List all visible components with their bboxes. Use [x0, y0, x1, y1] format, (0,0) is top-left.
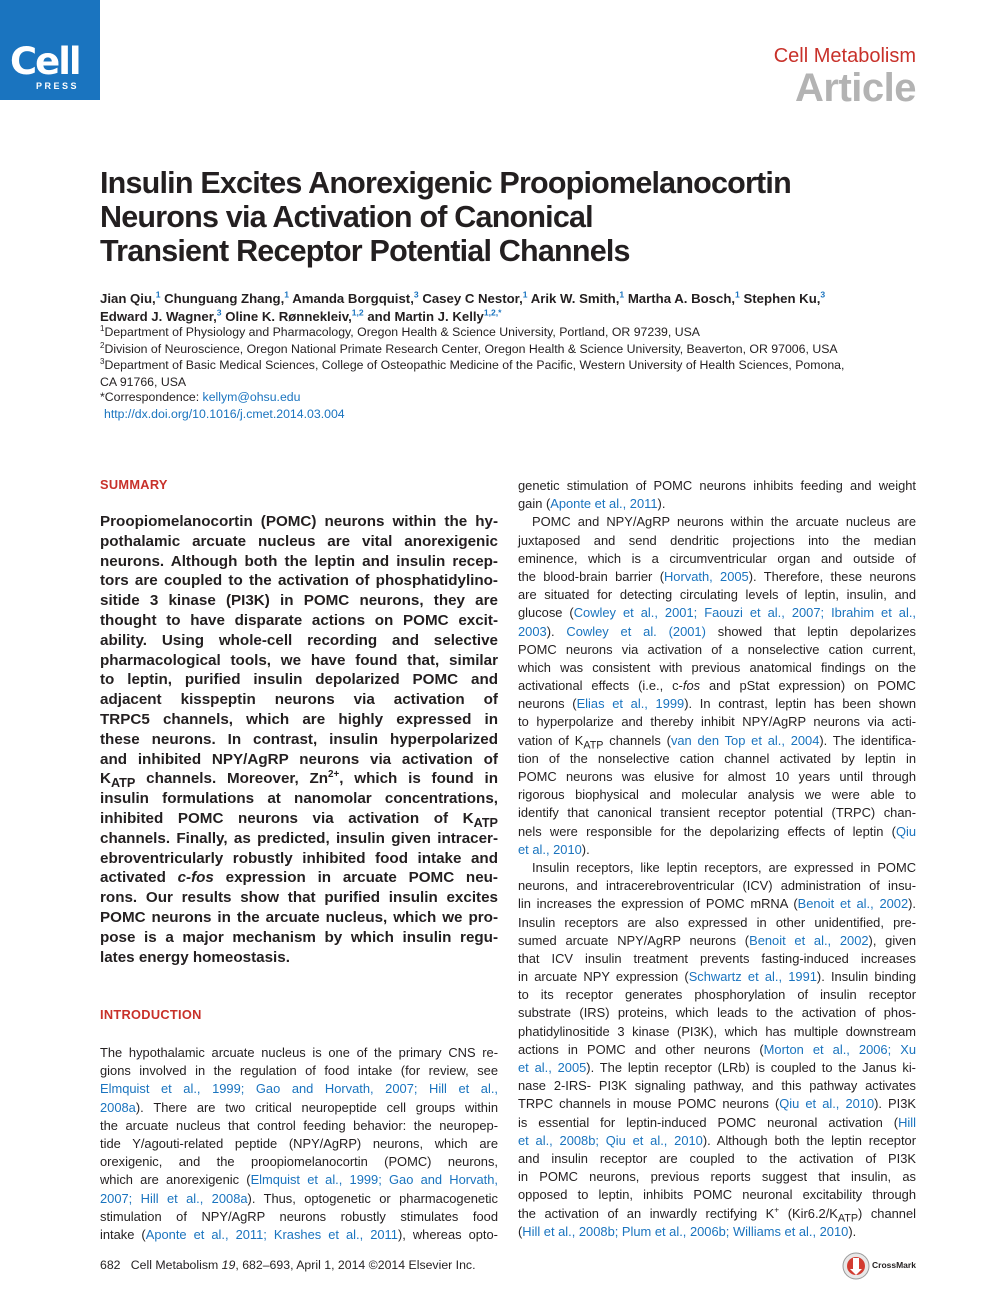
text-line: to leptin, purified insulin depolarized POMC and — [100, 671, 498, 689]
reference-link[interactable]: Morton et al., 2006; Xu — [763, 1041, 916, 1057]
text-line: POMC neurons via activation of a nonselective cation current, — [518, 641, 916, 657]
text-line: rigorous biophysical and molecular analysis we were able to — [518, 787, 916, 803]
article-type: Article — [795, 66, 916, 110]
text-line: Proopiomelanocortin (POMC) neurons within the hy- — [100, 513, 498, 530]
author-affiliation-marker[interactable]: 1,2,* — [483, 307, 502, 318]
reference-link[interactable]: Hill — [898, 1114, 916, 1130]
text-line: the arcuate nucleus that control feeding behavior: the neuropep- — [100, 1117, 498, 1133]
text-line: the blood-brain barrier (Horvath, 2005). Therefore, these neurons — [518, 568, 916, 584]
reference-link[interactable]: Elmquist et al., 1999; Gao and Horvath, 2007; Hill et al., — [100, 1081, 498, 1097]
reference-link[interactable]: Horvath, 2005 — [663, 568, 749, 584]
text-line: ability. Using whole-cell recording and selective — [100, 631, 498, 649]
affiliation-number: 2 — [100, 340, 105, 350]
text-line: stimulation of NPY/AgRP neurons robustly stimulates food — [100, 1208, 498, 1224]
text-line: 2003). Cowley et al. (2001) showed that leptin depolarizes — [518, 623, 916, 639]
reference-link[interactable]: Hill et al., 2008b; Plum et al., 2006b; Williams et al., 2010 — [522, 1223, 849, 1239]
text-line: pose is a major mechanism by which insulin regu- — [100, 928, 498, 946]
logo-cell-text: Cell — [10, 40, 80, 83]
text-line: orexigenic, and the proopiomelanocortin (POMC) neurons, — [100, 1154, 498, 1170]
text-line: in POMC neurons, previous reports suggest that insulin, as — [518, 1169, 916, 1185]
text-line: substrate (IRS) proteins, which leads to the activation of phos- — [518, 1005, 916, 1021]
author-name: and Martin J. Kelly — [363, 309, 484, 324]
affiliation-line — [100, 341, 915, 358]
cell-press-logo — [0, 0, 100, 100]
author-affiliation-marker[interactable]: 3 — [413, 289, 419, 300]
text-line: POMC and NPY/AgRP neurons within the arcuate nucleus are — [532, 514, 916, 530]
author-line — [100, 290, 920, 308]
text-line: to its receptor generates phosphorylation of insulin receptor — [518, 987, 916, 1003]
introduction-text — [100, 1044, 498, 1244]
footer-journal: Cell Metabolism — [130, 1258, 222, 1272]
reference-link[interactable]: Cowley et al., 2001; Faouzi et al., 2007; Ibrahim et al., — [573, 605, 916, 621]
reference-link[interactable]: Aponte et al., 2011; Krashes et al., 2011 — [145, 1226, 398, 1242]
text-line: opposed to leptin, inhibits POMC neuronal excitability through — [518, 1187, 916, 1203]
text-line: lates energy homeostasis. — [100, 948, 290, 966]
correspondence-email-link[interactable]: kellym@ohsu.edu — [202, 390, 301, 404]
reference-link[interactable]: et al., 2010 — [518, 841, 582, 857]
reference-link[interactable]: Schwartz et al., 1991 — [688, 969, 817, 985]
title-line: Insulin Excites Anorexigenic Proopiomelanocortin — [100, 166, 791, 200]
reference-link[interactable]: 2008a — [100, 1099, 136, 1115]
text-line: adjacent kisspeptin neurons via activation of — [100, 691, 498, 709]
author-affiliation-marker[interactable]: 1 — [522, 289, 528, 300]
reference-link[interactable]: 2007; Hill et al., 2008a — [100, 1190, 248, 1206]
text-line: juxtaposed and send dendritic projections into the median — [518, 532, 916, 548]
text-line: Insulin receptors are also expressed in other unidentified, pre- — [518, 914, 916, 930]
author-name: Oline K. Rønnekleiv, — [221, 309, 352, 324]
author-name: Casey C Nestor, — [418, 291, 523, 306]
text-line: inhibited POMC neurons via activation of $K_{ATP}$ — [100, 809, 498, 830]
article-title — [100, 166, 900, 268]
reference-link[interactable]: Benoit et al., 2002 — [749, 932, 869, 948]
doi-link[interactable]: http://dx.doi.org/10.1016/j.cmet.2014.03.004 — [104, 407, 345, 421]
text-line: eminence, which is a circumventricular organ and outside of — [518, 550, 916, 566]
text-line: that ICV insulin treatment prevents fasting-induced increases — [518, 950, 916, 966]
text-line: are situated for detecting circulating levels of leptin, insulin, and — [518, 587, 916, 603]
text-line: pothalamic arcuate nucleus are vital anorexigenic — [100, 532, 498, 550]
text-line: actions in POMC and other neurons (Morton et al., 2006; Xu — [518, 1041, 916, 1057]
text-line: vation of $K_{ATP}$ channels (van den Top et al., 2004). The identifica- — [518, 732, 916, 752]
text-line: activational effects (i.e., c-fos and pStat expression) on POMC — [518, 678, 916, 694]
reference-link[interactable]: et al., 2005 — [518, 1060, 587, 1075]
journal-name: Cell Metabolism — [773, 45, 916, 67]
reference-link[interactable]: Cowley et al. (2001) — [566, 623, 706, 639]
affiliation-text: Department of Physiology and Pharmacology, Oregon Health & Science University, Portland, OR 97239, USA — [104, 325, 701, 339]
text-line: thought to have disparate actions on POMC excit- — [100, 611, 498, 629]
introduction-heading: INTRODUCTION — [100, 1007, 202, 1022]
affiliations — [100, 324, 915, 391]
text-line: 2007; Hill et al., 2008a). Thus, optogenetic or pharmacogenetic — [100, 1190, 498, 1206]
footer-citation: , 682–693, April 1, 2014 ©2014 Elsevier Inc. — [235, 1258, 476, 1272]
text-line: insulin formulations at nanomolar concentrations, — [100, 790, 498, 808]
right-column-text — [518, 477, 916, 1241]
text-line — [100, 1080, 498, 1098]
author-affiliation-marker[interactable]: 1 — [155, 289, 161, 300]
logo-press-text: PRESS — [36, 81, 80, 91]
text-line: identify that canonical transient receptor potential (TRPC) chan- — [518, 805, 916, 821]
title-line: Transient Receptor Potential Channels — [100, 234, 630, 268]
reference-link[interactable]: Qiu et al., 2010 — [779, 1096, 875, 1112]
text-line: these neurons. In contrast, insulin hyperpolarized — [100, 730, 498, 748]
title-line: Neurons via Activation of Canonical — [100, 200, 593, 234]
crossmark-label: CrossMark — [872, 1260, 916, 1270]
text-line: phatidylinositide 3 kinase (PI3K), which has multiple downstream — [518, 1023, 916, 1039]
author-name: Stephen Ku, — [739, 291, 821, 306]
affiliation-line — [100, 324, 915, 341]
author-affiliation-marker[interactable]: 3 — [216, 307, 222, 318]
correspondence — [100, 389, 300, 406]
reference-link[interactable]: Benoit et al., 2002 — [797, 896, 909, 912]
author-name: Amanda Borgquist, — [289, 291, 414, 306]
text-line: et al., 2010). — [518, 841, 590, 857]
text-line: TRPC channels in mouse POMC neurons (Qiu et al., 2010). PI3K — [518, 1096, 916, 1112]
text-line: POMC neurons was elusive for almost 10 years until through — [518, 769, 916, 784]
affiliation-text: Division of Neuroscience, Oregon National Primate Research Center, Oregon Health & Science University, Beaverton, OR 97006, USA — [104, 341, 838, 356]
reference-link[interactable]: Elmquist et al., 1999; Gao and Horvath, — [250, 1172, 498, 1188]
author-name: Martha A. Bosch, — [624, 291, 736, 306]
text-line: et al., 2005). The leptin receptor (LRb) is coupled to the Janus ki- — [518, 1060, 916, 1075]
crossmark-icon[interactable] — [842, 1252, 870, 1280]
affiliation-number: 1 — [100, 323, 105, 333]
affiliation-text: Department of Basic Medical Sciences, College of Osteopathic Medicine of the Pacific, Western University of Health Sciences, Pomona, — [104, 358, 845, 373]
text-line: rons. Our results show that purified insulin excites — [100, 889, 498, 907]
text-line: ebroventricularly robustly inhibited food intake and — [100, 849, 498, 867]
author-name: Edward J. Wagner, — [100, 309, 217, 324]
reference-link[interactable]: van den Top et al., 2004 — [670, 732, 820, 748]
reference-link[interactable]: Elias et al., 1999 — [576, 696, 685, 712]
affiliation-line — [100, 357, 915, 374]
text-line: 2008a). There are two critical neuropeptide cell groups within — [100, 1099, 498, 1115]
text-line: lin increases the expression of POMC mRNA (Benoit et al., 2002). — [518, 896, 917, 912]
text-line: nels were responsible for the depolarizing effects of leptin (Qiu — [518, 823, 916, 839]
text-line: intake (Aponte et al., 2011; Krashes et al., 2011), whereas opto- — [100, 1226, 498, 1242]
text-line: in arcuate NPY expression (Schwartz et al., 1991). Insulin binding — [518, 969, 916, 985]
text-line: tide Y/agouti-related peptide (NPY/AgRP) neurons, which are — [100, 1135, 498, 1151]
text-line: $K_{ATP}$ channels. Moreover, $Zn^{2+}$, which is found in — [100, 769, 498, 791]
text-line: tors are coupled to the activation of phosphatidylino- — [100, 572, 498, 590]
reference-link[interactable]: Qiu — [895, 823, 916, 839]
text-line: neurons (Elias et al., 1999). In contrast, leptin has been shown — [518, 696, 916, 712]
text-line: the activation of an inwardly rectifying K+ $(Kir6.2/K_{ATP})$ channel — [518, 1204, 916, 1225]
text-line: nase 2-IRS- PI3K signaling pathway, and this pathway activates — [518, 1078, 916, 1094]
text-line: glucose (Cowley et al., 2001; Faouzi et al., 2007; Ibrahim et al., — [518, 605, 916, 621]
author-name: Arik W. Smith, — [527, 291, 620, 306]
text-line: TRPC5 channels, which are highly expressed in — [100, 710, 498, 728]
author-name: Chunguang Zhang, — [160, 291, 285, 306]
text-line: POMC neurons in the arcuate nucleus, which we pro- — [100, 908, 498, 926]
reference-link[interactable]: et al., 2008b; Qiu et al., 2010 — [518, 1132, 703, 1148]
affiliation-number: 3 — [100, 357, 105, 367]
text-line: is essential for leptin-induced POMC neuronal activation (Hill — [518, 1114, 916, 1130]
text-line: tion of the nonselective cation channel activated by leptin in — [518, 750, 916, 766]
page-footer — [100, 1259, 476, 1271]
author-affiliation-marker[interactable]: 1 — [735, 289, 740, 300]
text-line: which are anorexigenic (Elmquist et al., 1999; Gao and Horvath, — [100, 1172, 498, 1188]
text-line: pharmacological tools, we have found that, similar — [100, 651, 498, 669]
text-line: neurons, and intracerebroventricular (ICV) administration of insu- — [518, 878, 916, 894]
affiliation-text: CA 91766, USA — [100, 375, 187, 390]
author-affiliation-marker[interactable]: 1 — [284, 289, 290, 300]
author-affiliation-marker[interactable]: 3 — [820, 289, 826, 300]
author-affiliation-marker[interactable]: 1 — [619, 289, 625, 300]
summary-text — [100, 512, 498, 967]
correspondence-label: *Correspondence: — [100, 390, 203, 404]
text-line: Insulin receptors, like leptin receptors, are expressed in POMC — [532, 859, 916, 875]
page-number: 682 — [100, 1258, 121, 1272]
summary-heading: SUMMARY — [100, 477, 168, 492]
text-line: sitide 3 kinase (PI3K) in POMC neurons, they are — [100, 592, 498, 610]
text-line: to hyperpolarize and thereby inhibit NPY/AgRP neurons via acti- — [518, 714, 916, 730]
text-line: et al., 2008b; Qiu et al., 2010). Although both the leptin receptor — [518, 1132, 916, 1148]
author-name: Jian Qiu, — [100, 291, 156, 306]
text-line: genetic stimulation of POMC neurons inhibits feeding and weight — [518, 478, 916, 493]
reference-link[interactable]: Aponte et al., 2011 — [550, 496, 658, 512]
footer-volume: 19 — [221, 1258, 236, 1272]
text-line: (Hill et al., 2008b; Plum et al., 2006b; Williams et al., 2010). — [518, 1223, 857, 1239]
author-affiliation-marker[interactable]: 1,2 — [351, 307, 364, 318]
text-line: gain (Aponte et al., 2011). — [518, 496, 666, 512]
text-line: The hypothalamic arcuate nucleus is one of the primary CNS re- — [100, 1045, 498, 1060]
text-line: activated c-fos expression in arcuate POMC neu- — [100, 869, 498, 887]
text-line: which was consistent with previous anatomical findings on the — [518, 659, 916, 675]
text-line: and insulin receptor are coupled to the activation of PI3K — [518, 1150, 916, 1166]
reference-link[interactable]: 2003 — [518, 623, 547, 639]
text-line: gions involved in the regulation of food intake (for review, see — [100, 1063, 498, 1079]
text-line: neurons. Although both the leptin and insulin recep- — [100, 552, 498, 570]
text-line: sumed arcuate NPY/AgRP neurons (Benoit et al., 2002), given — [518, 932, 916, 948]
text-line: and inhibited NPY/AgRP neurons via activation of — [100, 750, 498, 768]
text-line: channels. Finally, as predicted, insulin given intracer- — [100, 829, 498, 847]
author-list — [100, 290, 920, 326]
